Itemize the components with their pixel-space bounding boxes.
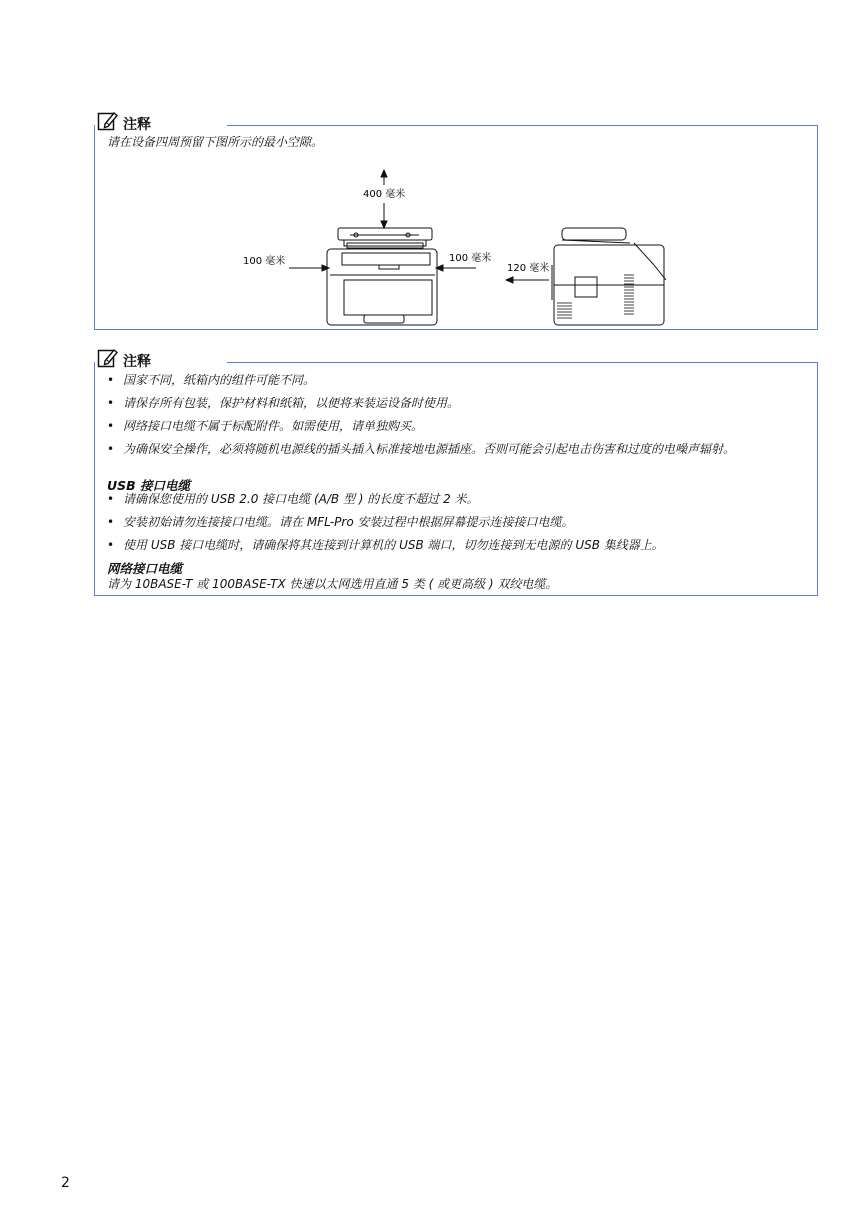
left-clearance-label: 100 毫米 bbox=[243, 256, 286, 267]
note-title: 注释 bbox=[123, 354, 151, 370]
note-header bbox=[97, 347, 151, 369]
list-item: • 网络接口电缆不属于标配附件。如需使用，请单独购买。 bbox=[107, 419, 424, 433]
side-clearance-arrow bbox=[506, 277, 549, 283]
network-cable-text: 请为 10BASE-T 或 100BASE-TX 快速以太网选用直通 5 类 ( 或更高级 ) 双绞电缆。 bbox=[107, 577, 558, 591]
top-clearance-label: 400 毫米 bbox=[363, 189, 406, 200]
clearance-text: 请在设备四周预留下图所示的最小空隙。 bbox=[107, 135, 324, 149]
list-item: • 请确保您使用的 USB 2.0 接口电缆 (A/B 型 ) 的长度不超过 2 米。 bbox=[107, 492, 479, 506]
side-clearance-label: 120 毫米 bbox=[507, 263, 550, 274]
clearance-diagram bbox=[94, 125, 818, 330]
list-item: • 请保存所有包装，保护材料和纸箱，以便将来装运设备时使用。 bbox=[107, 396, 460, 410]
network-cable-heading: 网络接口电缆 bbox=[107, 561, 183, 576]
list-item: • 安装初始请勿连接接口电缆。请在 MFL-Pro 安装过程中根据屏幕提示连接接口电缆。 bbox=[107, 515, 574, 529]
general-bullet-list bbox=[107, 373, 797, 465]
page-number: 2 bbox=[61, 1175, 70, 1191]
usb-bullet-list bbox=[107, 492, 797, 561]
list-item: • 为确保安全操作，必须将随机电源线的插头插入标准接地电源插座。否则可能会引起电击伤害和过度的电噪声辐射。 bbox=[107, 442, 736, 456]
package-note bbox=[94, 354, 818, 596]
right-clearance-arrow bbox=[436, 265, 476, 271]
note-top-border bbox=[227, 362, 818, 363]
clearance-note bbox=[94, 117, 818, 330]
usb-cable-heading: USB 接口电缆 bbox=[107, 478, 191, 493]
right-clearance-label: 100 毫米 bbox=[449, 253, 492, 264]
pencil-note-icon bbox=[97, 347, 119, 369]
note-title: 注释 bbox=[123, 117, 151, 133]
printer-side-drawing bbox=[554, 228, 666, 325]
printer-front-drawing bbox=[327, 228, 437, 325]
list-item: • 国家不同，纸箱内的组件可能不同。 bbox=[107, 373, 316, 387]
left-clearance-arrow bbox=[289, 265, 329, 271]
list-item: • 使用 USB 接口电缆时，请确保将其连接到计算机的 USB 端口，切勿连接到无电源的 USB 集线器上。 bbox=[107, 538, 664, 552]
